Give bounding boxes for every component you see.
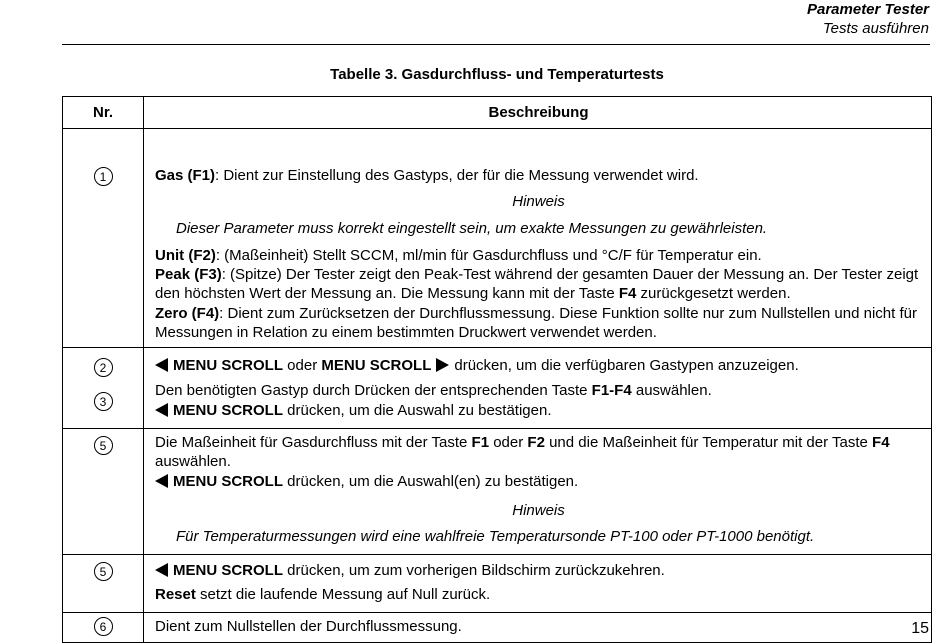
row-description: Dient zum Nullstellen der Durchflussmessung. xyxy=(155,618,462,635)
col-header-nr: Nr. xyxy=(63,97,144,128)
select-text-end: auswählen. xyxy=(631,382,712,400)
header-subtitle: Tests ausführen xyxy=(822,20,929,37)
reset-label: Reset xyxy=(155,586,196,604)
unit-line xyxy=(155,246,922,265)
row-number-cell xyxy=(63,129,144,347)
zero-text: : Dient zum Zurücksetzen der Durchflussmessung. Diese Funktion sollte nur zum Nullstellen und nicht für Messungen in Relation zu einem bestimmten Druckwert verwendet werden. xyxy=(155,304,917,342)
tests-table xyxy=(62,96,932,643)
table-header-row xyxy=(63,97,931,128)
col-header-desc: Beschreibung xyxy=(488,103,589,121)
select-line xyxy=(155,381,922,400)
row-number-badge: 1 xyxy=(94,167,113,186)
note-text: Für Temperaturmessungen wird eine wahlfreie Temperatursonde PT-100 oder PT-1000 benötigt. xyxy=(176,528,815,546)
confirm-line xyxy=(155,472,922,491)
right-arrow-icon xyxy=(436,358,449,372)
select-text: Den benötigten Gastyp durch Drücken der entsprechenden Taste xyxy=(155,382,592,400)
left-arrow-icon xyxy=(155,358,168,372)
left-arrow-icon xyxy=(155,403,168,417)
table-row xyxy=(63,128,931,347)
or-text: oder xyxy=(283,357,322,374)
peak-key: F4 xyxy=(618,285,637,303)
row-description xyxy=(144,348,931,428)
menu-scroll-key: MENU SCROLL xyxy=(173,357,283,374)
menu-scroll-key: MENU SCROLL xyxy=(173,562,283,579)
gas-text: : Dient zur Einstellung des Gastyps, der für die Messung verwendet wird. xyxy=(215,167,699,184)
back-text: drücken, um zum vorherigen Bildschirm zurückzukehren. xyxy=(283,562,665,579)
confirm-text: drücken, um die Auswahl(en) zu bestätigen. xyxy=(283,472,579,490)
row-description xyxy=(144,429,931,554)
note-heading: Hinweis xyxy=(512,501,565,519)
key-f2: F2 xyxy=(527,434,545,451)
header-title: Parameter Tester xyxy=(806,1,929,18)
unit-select-text: Die Maßeinheit für Gasdurchfluss mit der Taste xyxy=(155,434,472,451)
gas-line xyxy=(155,166,922,185)
row-number-badge: 2 xyxy=(94,358,113,377)
zero-line xyxy=(155,304,922,343)
unit-text: : (Maßeinheit) Stellt SCCM, ml/min für Gasdurchfluss und °C/F für Temperatur ein. xyxy=(215,246,762,264)
key-f1: F1 xyxy=(471,434,490,451)
row-description xyxy=(144,555,931,612)
note-text: Dieser Parameter muss korrekt eingestellt sein, um exakte Messungen zu gewährleisten. xyxy=(176,219,768,237)
row-description xyxy=(144,129,931,347)
row-number-cell xyxy=(63,613,144,642)
left-arrow-icon xyxy=(155,474,168,488)
gas-label: Gas (F1) xyxy=(155,167,216,184)
page-number: 15 xyxy=(911,620,929,637)
row-number-badge: 3 xyxy=(94,392,113,411)
unit-select-text-end: auswählen. xyxy=(155,453,231,471)
back-line xyxy=(155,561,922,580)
row-number-cell xyxy=(63,429,144,554)
confirm-text: drücken, um die Auswahl zu bestätigen. xyxy=(283,401,552,419)
menu-scroll-key: MENU SCROLL xyxy=(173,401,283,419)
row-number-cell xyxy=(63,555,144,612)
unit-label: Unit (F2) xyxy=(155,246,216,264)
unit-select-line xyxy=(155,433,922,472)
menu-scroll-key: MENU SCROLL xyxy=(321,357,432,374)
table-caption: Tabelle 3. Gasdurchfluss- und Temperaturtests xyxy=(330,66,664,83)
scroll-text: drücken, um die verfügbaren Gastypen anzuzeigen. xyxy=(454,357,799,374)
function-keys: F1-F4 xyxy=(591,382,632,400)
left-arrow-icon xyxy=(155,563,168,577)
table-row xyxy=(63,428,931,554)
header-rule xyxy=(62,44,930,45)
reset-text: setzt die laufende Messung auf Null zurück. xyxy=(195,586,491,604)
reset-line xyxy=(155,585,922,604)
table-row xyxy=(63,612,931,642)
table-row xyxy=(63,347,931,428)
row-number-badge: 6 xyxy=(94,617,113,636)
menu-scroll-key: MENU SCROLL xyxy=(173,472,283,490)
confirm-line xyxy=(155,401,922,420)
row-number-badge: 5 xyxy=(94,562,113,581)
row-number-cell xyxy=(63,348,144,428)
key-f4: F4 xyxy=(872,434,890,451)
unit-select-text: und die Maßeinheit für Temperatur mit der Taste xyxy=(544,434,873,451)
or-text: oder xyxy=(489,434,528,451)
scroll-line xyxy=(155,356,922,375)
zero-label: Zero (F4) xyxy=(155,304,220,322)
peak-text: : (Spitze) Der Tester zeigt den Peak-Test während der gesamten Dauer der Messung an. Der Tester zeigt den höchsten Wert der Messung an. Die Messung kann mit der Taste xyxy=(155,266,919,303)
peak-text-end: zurückgesetzt werden. xyxy=(636,285,791,303)
table-row xyxy=(63,554,931,612)
note-heading: Hinweis xyxy=(512,193,565,211)
peak-label: Peak (F3) xyxy=(155,266,222,284)
row-number-badge: 5 xyxy=(94,436,113,455)
peak-line xyxy=(155,265,922,304)
